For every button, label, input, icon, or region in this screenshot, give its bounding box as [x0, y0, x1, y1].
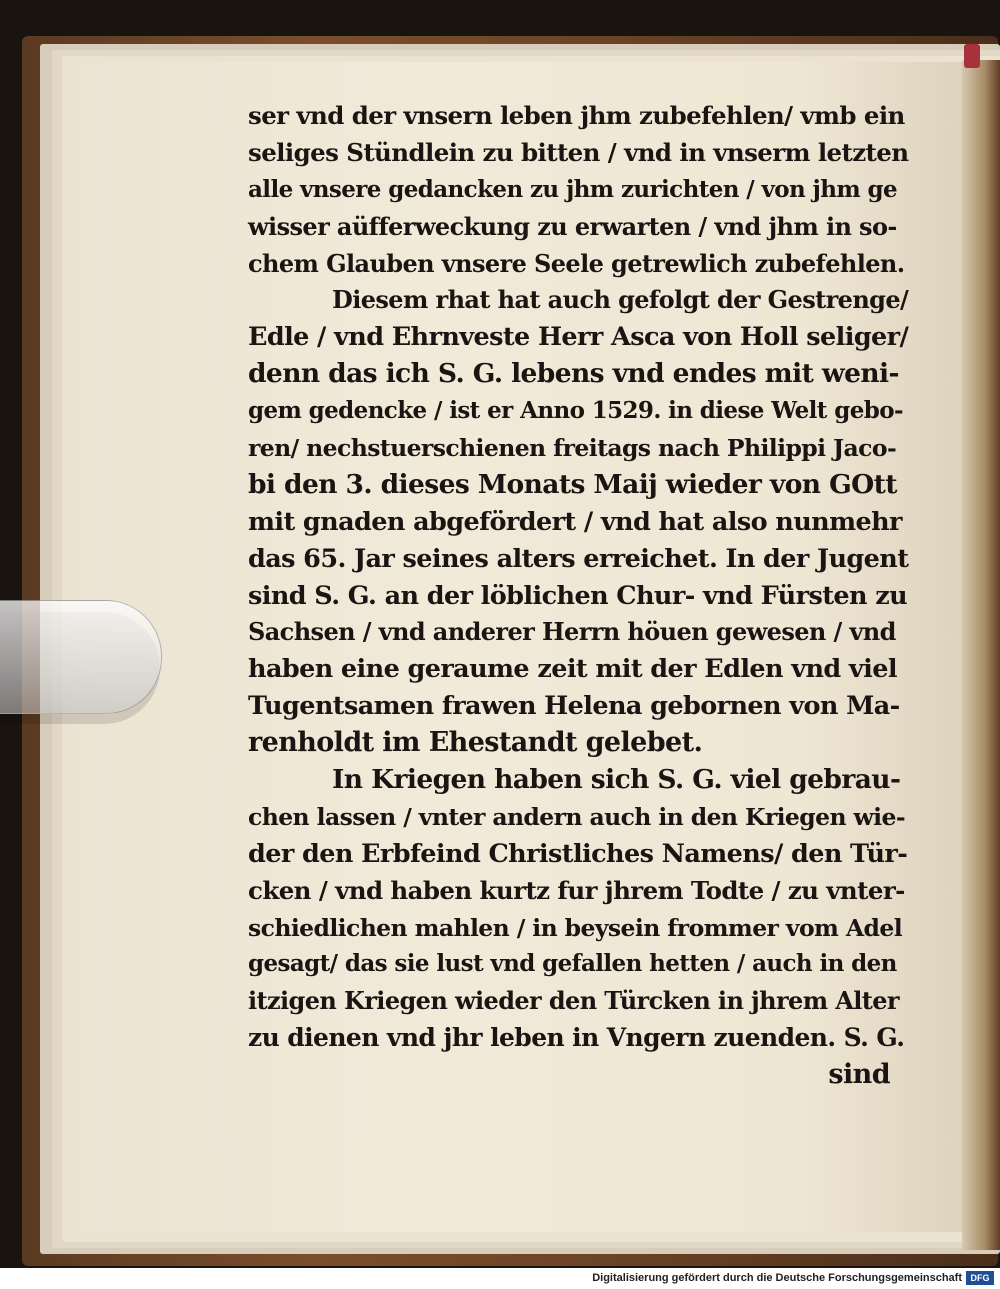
- text-line: chen lassen / vnter andern auch in den Kriegen wie-: [248, 802, 905, 831]
- text-line: denn das ich S. G. lebens vnd endes mit weni-: [248, 358, 899, 390]
- funding-credit: Digitalisierung gefördert durch die Deutsche Forschungsgemeinschaft: [592, 1272, 962, 1284]
- text-line: Diesem rhat hat auch gefolgt der Gestrenge/: [332, 285, 909, 315]
- text-line: cken / vnd haben kurtz fur jhrem Todte / zu vnter-: [248, 875, 905, 905]
- text-line: das 65. Jar seines alters erreichet. In der Jugent: [248, 543, 909, 574]
- text-line: gem gedencke / ist er Anno 1529. in diese Welt gebo-: [248, 397, 903, 425]
- text-line: sind S. G. an der löblichen Chur- vnd Fürsten zu: [248, 580, 908, 611]
- text-line: seliges Stündlein zu bitten / vnd in vnserm letzten: [248, 137, 909, 167]
- page-holder-clip: [0, 600, 162, 714]
- text-line: ren/ nechstuerschienen freitags nach Philippi Jaco-: [248, 434, 897, 463]
- text-line: Edle / vnd Ehrnveste Herr Asca von Holl seliger/: [248, 322, 909, 353]
- text-line: Tugentsamen frawen Helena gebornen von Ma-: [248, 691, 900, 722]
- catchword: sind: [828, 1059, 890, 1091]
- text-line: der den Erbfeind Christliches Namens/ den Tür-: [248, 838, 908, 869]
- text-line: haben eine geraume zeit mit der Edlen vnd viel: [248, 654, 897, 685]
- text-line: gesagt/ das sie lust vnd gefallen hetten / auch in den: [248, 950, 897, 978]
- footer-bar: [0, 1268, 1000, 1289]
- dfg-logo: DFG: [966, 1271, 994, 1285]
- text-line: chem Glauben vnsere Seele getrewlich zubefehlen.: [248, 248, 905, 278]
- text-line: mit gnaden abgefördert / vnd hat also nunmehr: [248, 506, 902, 537]
- text-line: alle vnsere gedancken zu jhm zurichten / von jhm ge: [248, 175, 898, 203]
- text-line: renholdt im Ehestandt gelebet.: [248, 727, 703, 759]
- text-line: zu dienen vnd jhr leben in Vngern zuenden. S. G.: [248, 1023, 905, 1053]
- text-line: bi den 3. dieses Monats Maij wieder von GOtt: [248, 468, 897, 500]
- text-line: ser vnd der vnsern leben jhm zubefehlen/ vmb ein: [248, 101, 905, 130]
- text-line: itzigen Kriegen wieder den Türcken in jhrem Alter: [248, 986, 899, 1016]
- book-gutter: [962, 60, 1000, 1250]
- text-line: wisser aüfferweckung zu erwarten / vnd jhm in so-: [248, 211, 897, 241]
- binding-thread: [964, 44, 980, 68]
- text-line: schiedlichen mahlen / in beysein frommer vom Adel: [248, 913, 903, 942]
- text-line: Sachsen / vnd anderer Herrn höuen gewesen / vnd: [248, 617, 896, 647]
- page-text: [248, 98, 908, 1094]
- text-line: In Kriegen haben sich S. G. viel gebrau-: [332, 764, 901, 796]
